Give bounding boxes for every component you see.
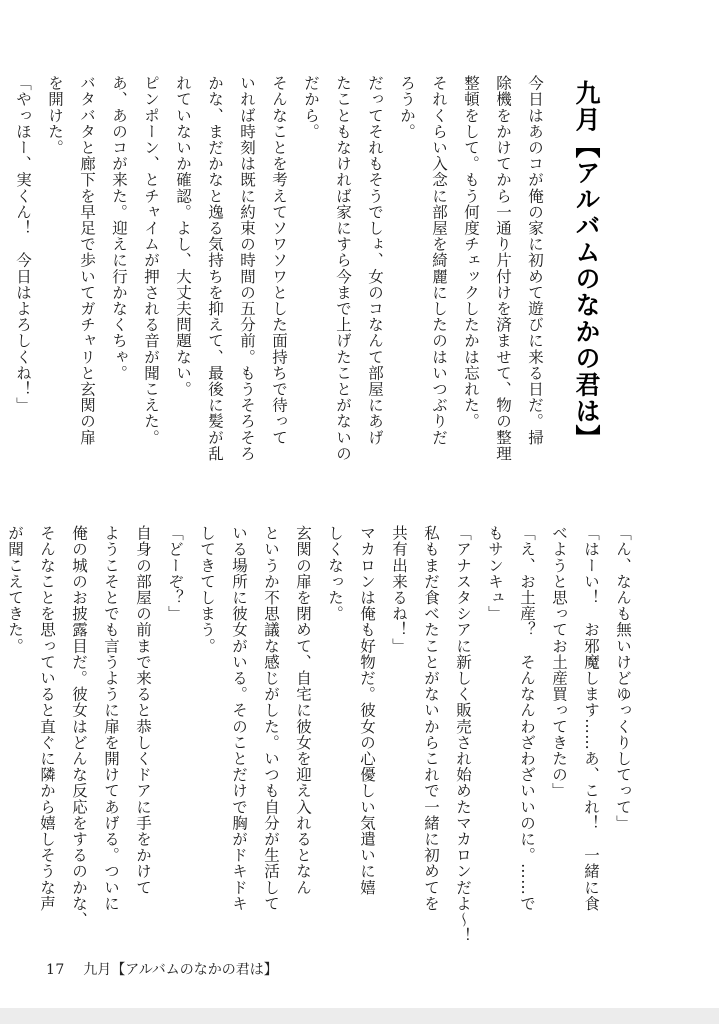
text-line: しくなった。 <box>326 525 344 622</box>
text-line: ようこそとでも言うように扉を開けてあげる。ついに <box>102 525 120 912</box>
text-line: が聞こえてきた。 <box>6 525 24 654</box>
text-line: 自身の部屋の前まで来ると恭しくドアに手をかけて <box>134 525 152 896</box>
bottom-edge-bar <box>0 1008 719 1024</box>
text-line: 「ん、なんも無いけどゆっくりしてって」 <box>614 525 632 831</box>
text-line: 俺の城のお披露目だ。彼女はどんな反応をするのかな、 <box>70 525 88 928</box>
text-line: 「どーぞ？」 <box>166 525 184 622</box>
text-line: いれば時刻は既に約束の時間の五分前。もうそろそろ <box>238 75 256 462</box>
text-line: 今日はあのコが俺の家に初めて遊びに来る日だ。掃 <box>526 75 544 446</box>
text-line: 私もまだ食べたことがないからこれで一緒に初めてを <box>422 525 440 912</box>
text-line: そんなことを思っていると直ぐに隣から嬉しそうな声 <box>38 525 56 912</box>
text-line: バタバタと廊下を早足で歩いてガチャリと玄関の扉 <box>78 75 96 446</box>
text-line: だから。 <box>302 75 320 140</box>
text-line: べようと思ってお土産買ってきたの」 <box>550 525 568 799</box>
page-footer <box>46 959 278 979</box>
text-line: というか不思議な感じがした。いつも自分が生活して <box>262 525 280 912</box>
text-line: を開けた。 <box>46 75 64 156</box>
text-line: だってそれもそうでしょ、女のコなんて部屋にあげ <box>366 75 384 446</box>
text-line: そんなことを考えてソワソワとした面持ちで待って <box>270 75 288 446</box>
text-line: いる場所に彼女がいる。そのことだけで胸がドキドキ <box>230 525 248 912</box>
text-line: たこともなければ家にすら今まで上げたことがないの <box>334 75 352 462</box>
chapter-title: 九月【アルバムのなかの君は】 <box>572 80 601 451</box>
text-line: れていないか確認。よし、大丈夫問題ない。 <box>174 75 192 397</box>
text-line: 整頓をして。もう何度チェックしたかは忘れた。 <box>462 75 480 430</box>
text-line: 「アナスタシアに新しく販売され始めたマカロンだよ～！ <box>454 525 472 944</box>
text-line: マカロンは俺も好物だ。彼女の心優しい気遣いに嬉 <box>358 525 376 896</box>
text-line: 「はーい！ お邪魔します……あ、これ！ 一緒に食 <box>582 525 600 912</box>
text-line: 「え、お土産？ そんなんわざわざいいのに。……で <box>518 525 536 912</box>
text-line: ろうか。 <box>398 75 416 140</box>
text-line: してきてしまう。 <box>198 525 216 654</box>
lower-text-block <box>0 525 639 955</box>
text-line: もサンキュ」 <box>486 525 504 622</box>
upper-text-block <box>7 75 551 495</box>
text-line: 玄関の扉を閉めて、自宅に彼女を迎え入れるとなん <box>294 525 312 896</box>
text-line: 共有出来るね！」 <box>390 525 408 654</box>
page-number: 17 <box>46 962 65 978</box>
text-line: それくらい入念に部屋を綺麗にしたのはいつぶりだ <box>430 75 448 446</box>
text-line: ピンポーン、とチャイムが押される音が聞こえた。 <box>142 75 160 446</box>
running-title: 九月【アルバムのなかの君は】 <box>83 962 278 978</box>
text-line: かな、まだかなと逸る気持ちを抑えて、最後に髪が乱 <box>206 75 224 462</box>
text-line: 除機をかけてから一通り片付けを済ませて、物の整理 <box>494 75 512 462</box>
text-line: 「やっほー、実くん！ 今日はよろしくね！」 <box>14 75 32 414</box>
text-line: あ、あのコが来た。迎えに行かなくちゃ。 <box>110 75 128 381</box>
